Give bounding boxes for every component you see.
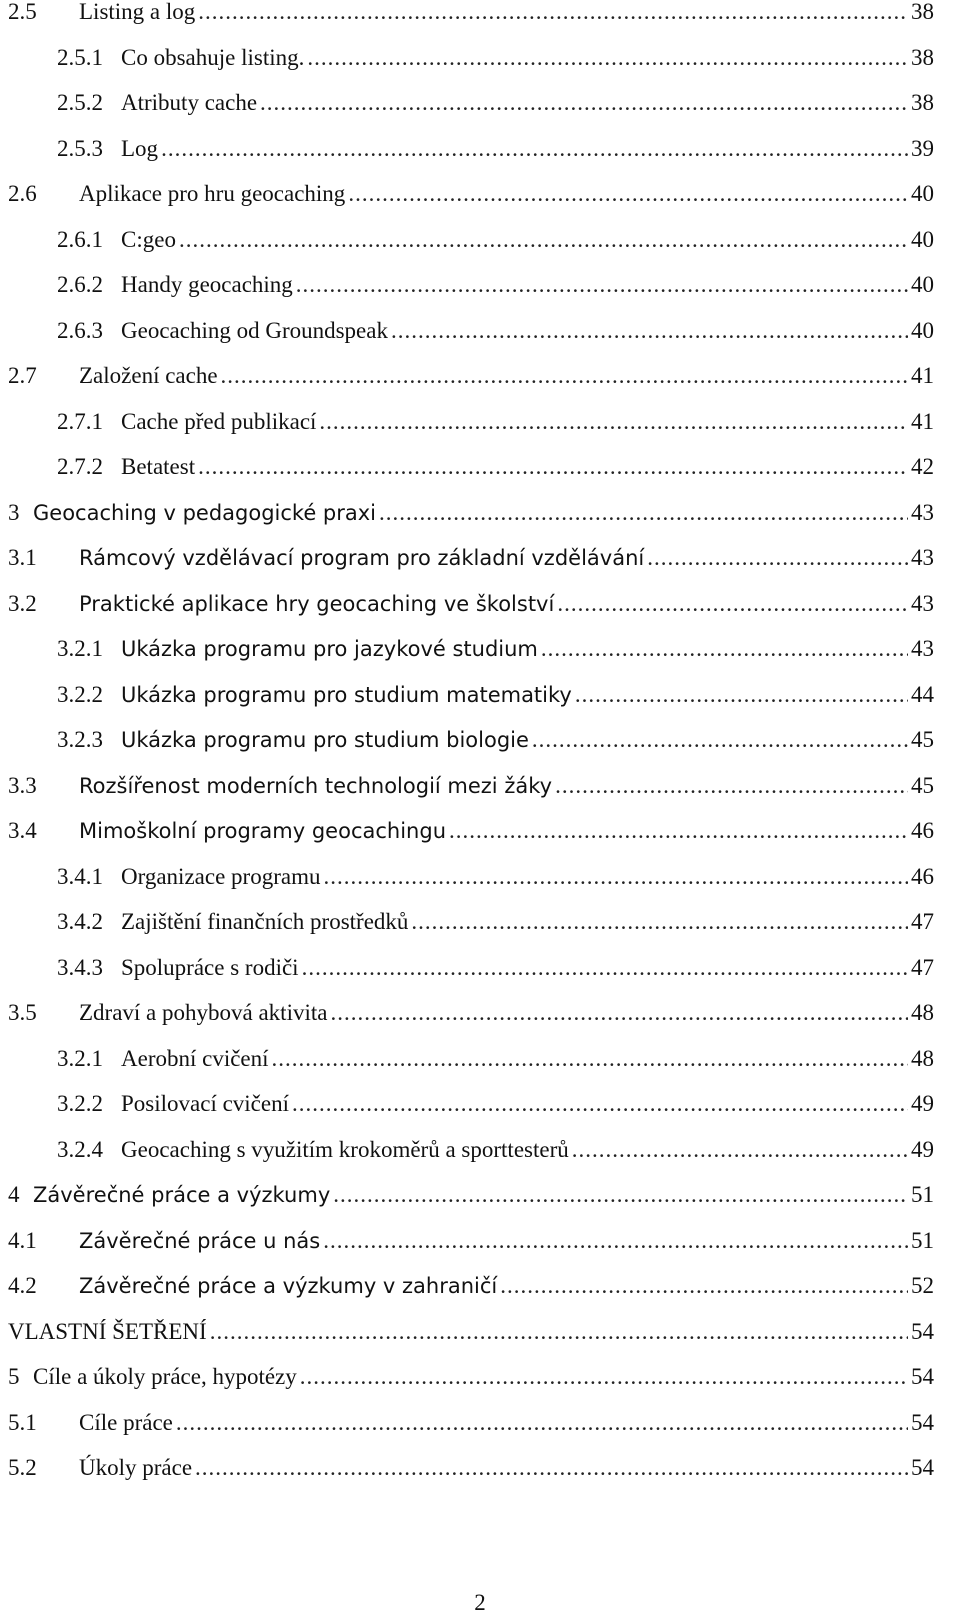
toc-entry-number: 3.2.1 bbox=[57, 636, 103, 661]
toc-entry-title: Aerobní cvičení bbox=[121, 1045, 269, 1071]
toc-entry-page: 44 bbox=[911, 681, 934, 707]
toc-entry-page: 41 bbox=[911, 408, 934, 434]
toc-entry-number: 2.6.1 bbox=[57, 226, 103, 252]
toc-entry-page: 54 bbox=[911, 1409, 934, 1435]
toc-entry-number: 4 bbox=[8, 1182, 20, 1207]
toc-dot-leader bbox=[176, 1403, 908, 1443]
toc-dot-leader bbox=[575, 675, 908, 715]
toc-entry-number: 5 bbox=[8, 1364, 20, 1389]
toc-entry[interactable] bbox=[57, 311, 934, 351]
toc-entry[interactable] bbox=[8, 1448, 934, 1488]
toc-entry-title: Cache před publikací bbox=[121, 408, 317, 434]
toc-entry-title: Log bbox=[121, 135, 159, 161]
toc-entry-title: Praktické aplikace hry geocaching ve školství bbox=[79, 591, 555, 616]
toc-entry-number: 3.4.1 bbox=[57, 863, 103, 889]
toc-entry[interactable] bbox=[8, 174, 934, 214]
toc-entry-title: Zajištění finančních prostředků bbox=[121, 909, 409, 934]
toc-entry[interactable] bbox=[8, 1357, 934, 1397]
toc-entry-number: 3.4 bbox=[8, 818, 37, 843]
toc-entry[interactable] bbox=[57, 675, 934, 715]
toc-entry-number: 2.7 bbox=[8, 363, 37, 388]
toc-dot-leader bbox=[500, 1266, 908, 1306]
toc-dot-leader bbox=[161, 129, 908, 169]
toc-entry-page: 43 bbox=[911, 499, 934, 525]
page-number: 2 bbox=[474, 1590, 486, 1615]
toc-entry[interactable] bbox=[8, 538, 934, 578]
toc-entry-title: Mimoškolní programy geocachingu bbox=[79, 819, 447, 843]
toc-entry[interactable] bbox=[8, 1403, 934, 1443]
toc-entry-number: 3.2.2 bbox=[57, 1091, 103, 1116]
toc-entry-number: 2.7.1 bbox=[57, 408, 103, 434]
toc-entry-page: 51 bbox=[911, 1182, 934, 1207]
toc-dot-leader bbox=[307, 38, 908, 78]
toc-entry-page: 54 bbox=[911, 1455, 934, 1480]
toc-entry-title: Závěrečné práce u nás bbox=[79, 1228, 321, 1253]
toc-entry[interactable] bbox=[57, 1084, 934, 1124]
toc-entry[interactable] bbox=[8, 1175, 934, 1215]
toc-dot-leader bbox=[221, 356, 908, 396]
toc-entry-title: Cíle a úkoly práce, hypotézy bbox=[33, 1364, 297, 1389]
toc-entry[interactable] bbox=[57, 857, 934, 897]
toc-entry-title: Rozšířenost moderních technologií mezi žáky bbox=[79, 773, 553, 798]
toc-dot-leader bbox=[411, 902, 908, 942]
toc-entry[interactable] bbox=[57, 902, 934, 942]
toc-entry-title: VLASTNÍ ŠETŘENÍ bbox=[8, 1318, 207, 1344]
toc-entry[interactable] bbox=[57, 129, 934, 169]
toc-dot-leader bbox=[330, 993, 908, 1033]
toc-entry-page: 52 bbox=[911, 1273, 934, 1298]
toc-entry[interactable] bbox=[57, 38, 934, 78]
toc-entry[interactable] bbox=[8, 0, 934, 32]
toc-dot-leader bbox=[260, 83, 908, 123]
toc-dot-leader bbox=[348, 174, 908, 214]
toc-entry[interactable] bbox=[57, 83, 934, 123]
toc-entry-page: 47 bbox=[911, 909, 934, 934]
toc-entry-number: 2.5 bbox=[8, 0, 37, 24]
toc-entry-title: Geocaching v pedagogické praxi bbox=[33, 500, 377, 525]
toc-dot-leader bbox=[532, 720, 908, 760]
toc-dot-leader bbox=[300, 1357, 908, 1397]
toc-entry-page: 48 bbox=[911, 1045, 934, 1071]
toc-entry-number: 3.2 bbox=[8, 590, 37, 616]
toc-entry[interactable] bbox=[8, 1266, 934, 1306]
toc-entry-title: Zdraví a pohybová aktivita bbox=[79, 1000, 328, 1025]
toc-entry-page: 48 bbox=[911, 1000, 934, 1025]
toc-dot-leader bbox=[391, 311, 908, 351]
toc-entry-page: 41 bbox=[911, 363, 934, 388]
toc-entry-title: Založení cache bbox=[79, 363, 218, 388]
toc-entry-page: 54 bbox=[911, 1364, 934, 1389]
toc-entry[interactable] bbox=[57, 402, 934, 442]
toc-entry-title: Co obsahuje listing. bbox=[121, 44, 305, 70]
toc-entry-number: 2.5.3 bbox=[57, 135, 103, 161]
toc-entry-page: 38 bbox=[911, 90, 934, 115]
toc-entry-number: 4.1 bbox=[8, 1227, 37, 1253]
toc-entry[interactable] bbox=[57, 720, 934, 760]
toc-dot-leader bbox=[198, 447, 908, 487]
toc-dot-leader bbox=[179, 220, 908, 260]
toc-entry-title: Ukázka programu pro jazykové studium bbox=[121, 637, 538, 661]
toc-entry-page: 43 bbox=[911, 590, 934, 616]
toc-entry-title: Listing a log bbox=[79, 0, 196, 24]
toc-entry[interactable] bbox=[57, 447, 934, 487]
toc-entry-title: Posilovací cvičení bbox=[121, 1091, 289, 1116]
toc-dot-leader bbox=[195, 1448, 908, 1488]
toc-entry-title: Úkoly práce bbox=[79, 1455, 193, 1480]
toc-entry-page: 40 bbox=[911, 181, 934, 206]
toc-entry-title: Atributy cache bbox=[121, 90, 258, 115]
toc-entry-title: Ukázka programu pro studium matematiky bbox=[121, 682, 572, 707]
toc-dot-leader bbox=[319, 402, 908, 442]
toc-dot-leader bbox=[379, 493, 908, 533]
toc-entry-title: Závěrečné práce a výzkumy v zahraničí bbox=[79, 1274, 498, 1298]
toc-entry-page: 39 bbox=[911, 135, 934, 161]
toc-entry[interactable] bbox=[8, 811, 934, 851]
toc-dot-leader bbox=[647, 538, 908, 578]
toc-entry-number: 5.2 bbox=[8, 1455, 37, 1480]
toc-entry[interactable] bbox=[57, 948, 934, 988]
toc-dot-leader bbox=[323, 857, 908, 897]
toc-entry-page: 40 bbox=[911, 226, 934, 252]
toc-entry-title: Organizace programu bbox=[121, 863, 321, 889]
toc-entry-title: Geocaching s využitím krokoměrů a sporttesterů bbox=[121, 1136, 569, 1162]
toc-entry-page: 38 bbox=[911, 0, 934, 24]
toc-entry-page: 40 bbox=[911, 272, 934, 297]
toc-entry-page: 49 bbox=[911, 1136, 934, 1162]
toc-entry-page: 45 bbox=[911, 727, 934, 752]
toc-entry-title: Závěrečné práce a výzkumy bbox=[33, 1183, 331, 1207]
toc-dot-leader bbox=[210, 1312, 908, 1352]
toc-entry-number: 2.5.1 bbox=[57, 44, 103, 70]
toc-entry-number: 3.4.2 bbox=[57, 909, 103, 934]
toc-entry-page: 40 bbox=[911, 317, 934, 343]
toc-entry-title: Rámcový vzdělávací program pro základní vzdělávání bbox=[79, 546, 645, 570]
toc-entry-number: 3.2.4 bbox=[57, 1136, 103, 1162]
toc-entry-number: 2.6.2 bbox=[57, 272, 103, 297]
toc-entry[interactable] bbox=[57, 1130, 934, 1170]
toc-entry-page: 51 bbox=[911, 1227, 934, 1253]
toc-entry-page: 38 bbox=[911, 44, 934, 70]
toc-entry-number: 3.2.3 bbox=[57, 727, 103, 752]
toc-dot-leader bbox=[555, 766, 908, 806]
toc-entry-page: 49 bbox=[911, 1091, 934, 1116]
toc-entry[interactable] bbox=[8, 993, 934, 1033]
toc-entry-page: 43 bbox=[911, 636, 934, 661]
toc-dot-leader bbox=[323, 1221, 908, 1261]
toc-entry-title: C:geo bbox=[121, 226, 176, 252]
toc-dot-leader bbox=[198, 0, 908, 32]
toc-entry-number: 3.1 bbox=[8, 545, 37, 570]
toc-entry-page: 43 bbox=[911, 545, 934, 570]
toc-entry-title: Geocaching od Groundspeak bbox=[121, 317, 388, 343]
toc-entry[interactable] bbox=[8, 356, 934, 396]
toc-entry-number: 3.2.2 bbox=[57, 681, 103, 707]
toc-dot-leader bbox=[333, 1175, 908, 1215]
toc-dot-leader bbox=[292, 1084, 908, 1124]
toc-entry-title: Cíle práce bbox=[79, 1409, 173, 1435]
toc-entry-page: 46 bbox=[911, 818, 934, 843]
toc-entry-number: 3.2.1 bbox=[57, 1045, 103, 1071]
toc-entry-page: 47 bbox=[911, 954, 934, 980]
toc-entry-number: 3.4.3 bbox=[57, 954, 103, 980]
toc-dot-leader bbox=[272, 1039, 908, 1079]
toc-entry-page: 42 bbox=[911, 454, 934, 479]
toc-entry-title: Betatest bbox=[121, 454, 196, 479]
toc-entry-page: 46 bbox=[911, 863, 934, 889]
toc-entry-number: 5.1 bbox=[8, 1409, 37, 1435]
toc-entry-number: 2.7.2 bbox=[57, 454, 103, 479]
toc-entry[interactable] bbox=[57, 629, 934, 669]
toc-entry-number: 3 bbox=[8, 499, 20, 525]
toc-entry-title: Ukázka programu pro studium biologie bbox=[121, 728, 529, 752]
toc-dot-leader bbox=[557, 584, 908, 624]
toc-entry-number: 2.6 bbox=[8, 181, 37, 206]
toc-entry-page: 54 bbox=[911, 1318, 934, 1344]
toc-entry-number: 3.3 bbox=[8, 772, 37, 798]
toc-entry-title: Handy geocaching bbox=[121, 272, 293, 297]
toc-entry[interactable] bbox=[8, 1221, 934, 1261]
toc-dot-leader bbox=[449, 811, 908, 851]
toc-dot-leader bbox=[572, 1130, 908, 1170]
toc-entry[interactable] bbox=[57, 220, 934, 260]
toc-entry-title: Spolupráce s rodiči bbox=[121, 954, 299, 980]
toc-entry-number: 4.2 bbox=[8, 1273, 37, 1298]
toc-entry[interactable] bbox=[57, 1039, 934, 1079]
toc-entry[interactable] bbox=[8, 1312, 934, 1352]
toc-entry-number: 2.5.2 bbox=[57, 90, 103, 115]
toc-dot-leader bbox=[296, 265, 908, 305]
toc-entry-title: Aplikace pro hru geocaching bbox=[79, 181, 346, 206]
toc-entry[interactable] bbox=[8, 493, 934, 533]
toc-entry-page: 45 bbox=[911, 772, 934, 798]
toc-entry[interactable] bbox=[8, 766, 934, 806]
toc-entry[interactable] bbox=[8, 584, 934, 624]
toc-entry[interactable] bbox=[57, 265, 934, 305]
toc-dot-leader bbox=[541, 629, 908, 669]
toc-entry-number: 3.5 bbox=[8, 1000, 37, 1025]
toc-entry-number: 2.6.3 bbox=[57, 317, 103, 343]
toc-dot-leader bbox=[302, 948, 908, 988]
